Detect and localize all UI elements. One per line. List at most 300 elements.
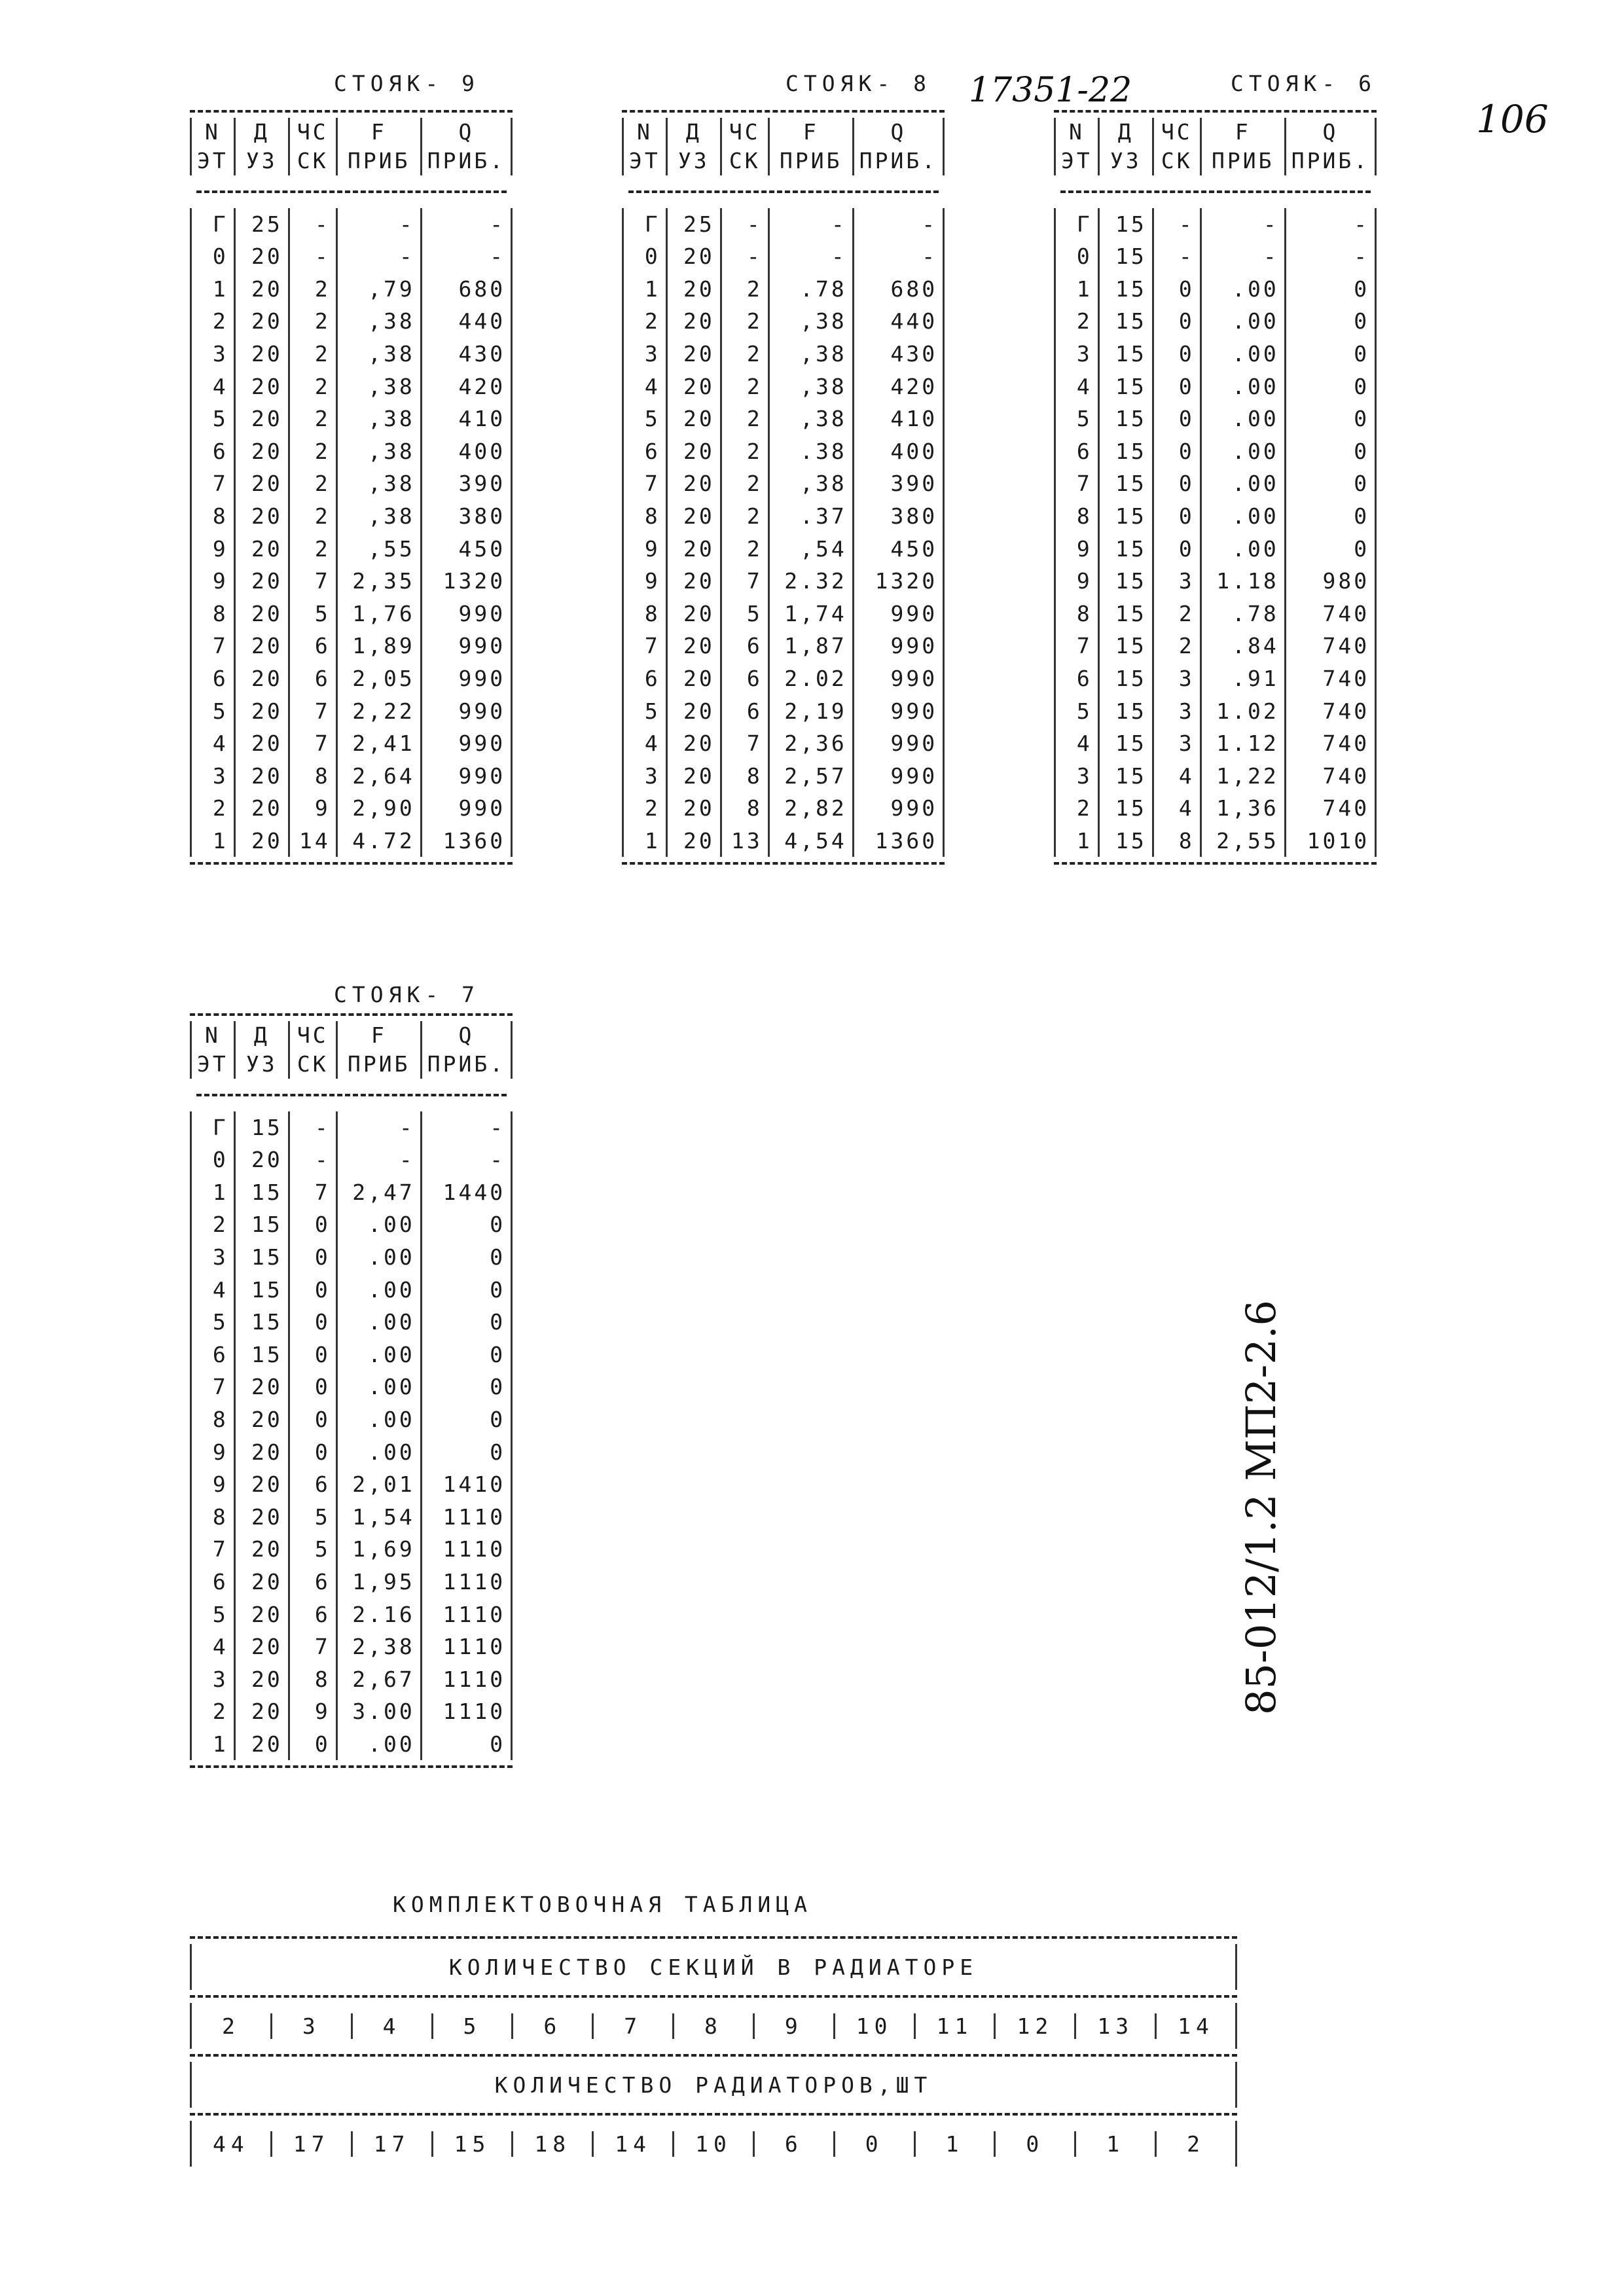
table-row	[1055, 630, 1376, 662]
table-cell: 2	[721, 435, 768, 468]
table-cell: 20	[666, 727, 721, 760]
table-cell: 3	[1153, 662, 1200, 695]
column-header: ПРИБ	[336, 1050, 421, 1079]
table-cell: 1110	[421, 1695, 511, 1728]
table-cell: 9	[191, 1436, 235, 1469]
riser-title-6: СТОЯК- 6	[1231, 71, 1377, 96]
side-code: 85-012/1.2 МП2-2.6	[1237, 1300, 1285, 1715]
table-cell: 20	[666, 598, 721, 630]
riser-grid	[622, 118, 945, 857]
table-row	[191, 1468, 512, 1501]
column-header: ПРИБ.	[421, 1050, 511, 1079]
table-cell: 1360	[853, 825, 943, 857]
table-cell: 20	[234, 1436, 289, 1469]
table-cell: 740	[1285, 630, 1375, 662]
table-row	[1055, 305, 1376, 338]
table-cell: 6	[721, 630, 768, 662]
table-row	[191, 1144, 512, 1176]
column-header: ПРИБ.	[853, 147, 943, 175]
divider	[190, 1013, 513, 1016]
table-cell: 4	[1055, 727, 1099, 760]
table-cell: 15	[1098, 467, 1153, 500]
table-cell: 15	[234, 1208, 289, 1241]
table-cell: 6	[1055, 662, 1099, 695]
table-cell: 4	[1153, 792, 1200, 825]
table-cell: 2,38	[336, 1631, 421, 1663]
table-cell: -	[289, 240, 336, 273]
table-cell: 3	[1153, 695, 1200, 728]
table-row	[191, 533, 512, 566]
table-row	[191, 305, 512, 338]
table-cell: 7	[1055, 467, 1099, 500]
table-cell: 740	[1285, 792, 1375, 825]
table-cell: .00	[1200, 305, 1285, 338]
table-cell: .00	[336, 1339, 421, 1371]
table-cell: 0	[289, 1274, 336, 1307]
table-cell: 20	[234, 1144, 289, 1176]
table-cell: 5	[623, 695, 667, 728]
table-row	[191, 403, 512, 435]
table-cell: 15	[1098, 630, 1153, 662]
table-cell: 5	[289, 1533, 336, 1566]
table-cell: 0	[289, 1339, 336, 1371]
table-cell: -	[336, 1111, 421, 1144]
table-row	[1055, 208, 1376, 241]
table-cell: Г	[191, 1111, 235, 1144]
table-cell: 6	[289, 630, 336, 662]
table-cell: 9	[191, 1468, 235, 1501]
table-cell: -	[721, 208, 768, 241]
column-header: Д	[666, 118, 721, 147]
table-cell: 7	[289, 1176, 336, 1209]
table-cell: 4	[191, 370, 235, 403]
table-cell: 990	[421, 695, 511, 728]
table-cell: 410	[421, 403, 511, 435]
table-cell: 990	[853, 727, 943, 760]
table-cell: 3	[191, 1663, 235, 1696]
column-header: ПРИБ	[1200, 147, 1285, 175]
table-cell: ,38	[768, 370, 853, 403]
table-cell: 2	[191, 792, 235, 825]
kit-count-cell: 0	[833, 2131, 914, 2157]
table-cell: 20	[234, 1371, 289, 1403]
table-cell: ,79	[336, 273, 421, 306]
table-cell: 1360	[421, 825, 511, 857]
column-header: СК	[289, 147, 336, 175]
divider	[1060, 190, 1371, 193]
header-row	[623, 147, 944, 175]
table-row	[191, 240, 512, 273]
table-cell: 2	[289, 435, 336, 468]
table-cell: .00	[336, 1306, 421, 1339]
table-row	[1055, 727, 1376, 760]
kit-count-cell: 0	[994, 2131, 1074, 2157]
table-cell: 980	[1285, 565, 1375, 598]
table-cell: ,38	[768, 338, 853, 370]
table-row	[623, 370, 944, 403]
column-header: ПРИБ	[336, 147, 421, 175]
kit-section-cell: 14	[1155, 2013, 1235, 2039]
table-cell: 0	[421, 1728, 511, 1761]
column-header: СК	[289, 1050, 336, 1079]
table-cell: 0	[289, 1306, 336, 1339]
table-cell: 0	[1055, 240, 1099, 273]
column-header: Q	[421, 1021, 511, 1050]
column-header: ПРИБ	[768, 147, 853, 175]
table-cell: 0	[1153, 305, 1200, 338]
table-cell: 9	[623, 533, 667, 566]
kit-section-cell: 12	[994, 2013, 1074, 2039]
riser-table-6	[1054, 105, 1377, 870]
table-cell: 410	[853, 403, 943, 435]
table-cell: 2	[191, 305, 235, 338]
table-row	[623, 467, 944, 500]
table-cell: 20	[234, 533, 289, 566]
table-cell: 0	[1285, 533, 1375, 566]
table-cell: 0	[1285, 273, 1375, 306]
table-cell: 7	[289, 565, 336, 598]
table-cell: 8	[191, 598, 235, 630]
table-cell: 8	[721, 792, 768, 825]
table-cell: 2,35	[336, 565, 421, 598]
table-cell: 430	[853, 338, 943, 370]
column-header: СК	[721, 147, 768, 175]
table-row	[191, 1111, 512, 1144]
table-row	[191, 1241, 512, 1274]
table-cell: 440	[421, 305, 511, 338]
table-cell: ,38	[768, 403, 853, 435]
header-row	[191, 1021, 512, 1050]
table-row	[191, 565, 512, 598]
table-cell: 15	[1098, 533, 1153, 566]
table-cell: 20	[234, 500, 289, 533]
table-cell: 2	[1153, 630, 1200, 662]
table-cell: 1320	[421, 565, 511, 598]
kit-section-cell: 11	[914, 2013, 994, 2039]
table-row	[623, 727, 944, 760]
table-cell: 5	[191, 1306, 235, 1339]
table-cell: 2	[289, 500, 336, 533]
divider	[628, 190, 939, 193]
table-cell: 2	[289, 305, 336, 338]
divider	[1054, 862, 1377, 865]
table-cell: 20	[234, 435, 289, 468]
table-row	[1055, 662, 1376, 695]
table-cell: 20	[234, 1468, 289, 1501]
table-cell: 6	[289, 1468, 336, 1501]
table-row	[191, 1371, 512, 1403]
riser-grid	[190, 118, 513, 857]
table-cell: 20	[666, 565, 721, 598]
table-cell: 2	[289, 467, 336, 500]
table-cell: 3	[1055, 760, 1099, 793]
table-cell: 15	[1098, 760, 1153, 793]
table-cell: 4	[191, 727, 235, 760]
table-cell: ,54	[768, 533, 853, 566]
table-cell: 4	[1055, 370, 1099, 403]
table-cell: 400	[421, 435, 511, 468]
table-cell: .00	[336, 1274, 421, 1307]
table-cell: 8	[191, 500, 235, 533]
table-cell: 20	[234, 695, 289, 728]
table-cell: 15	[234, 1339, 289, 1371]
table-cell: 20	[234, 1501, 289, 1534]
table-cell: 2	[623, 792, 667, 825]
table-cell: 13	[721, 825, 768, 857]
table-row	[1055, 533, 1376, 566]
table-row	[1055, 403, 1376, 435]
table-cell: 15	[1098, 240, 1153, 273]
table-cell: 9	[191, 533, 235, 566]
table-cell: 3	[191, 1241, 235, 1274]
kit-count-cell: 2	[1155, 2131, 1235, 2157]
table-cell: 990	[853, 760, 943, 793]
table-cell: 2,47	[336, 1176, 421, 1209]
column-header: СК	[1153, 147, 1200, 175]
table-cell: 6	[191, 435, 235, 468]
table-cell: 20	[666, 662, 721, 695]
table-cell: -	[768, 208, 853, 241]
table-cell: .37	[768, 500, 853, 533]
table-row	[1055, 760, 1376, 793]
table-cell: 20	[666, 338, 721, 370]
table-cell: -	[336, 1144, 421, 1176]
table-cell: 3	[191, 760, 235, 793]
kit-sections-label: КОЛИЧЕСТВО СЕКЦИЙ В РАДИАТОРЕ	[448, 1954, 979, 1980]
table-cell: .00	[336, 1241, 421, 1274]
table-row	[623, 338, 944, 370]
table-cell: -	[421, 208, 511, 241]
kit-section-cell: 7	[592, 2013, 672, 2039]
table-cell: Г	[191, 208, 235, 241]
table-cell: 1	[191, 1728, 235, 1761]
divider	[196, 190, 507, 193]
table-cell: 4	[623, 727, 667, 760]
header-row	[1055, 147, 1376, 175]
table-cell: 5	[721, 598, 768, 630]
table-cell: 1110	[421, 1501, 511, 1534]
table-cell: 1	[1055, 273, 1099, 306]
table-row	[1055, 598, 1376, 630]
table-cell: 0	[191, 240, 235, 273]
kit-count-cell: 10	[672, 2131, 753, 2157]
kit-count-cell: 15	[431, 2131, 512, 2157]
riser-title-9: СТОЯК- 9	[334, 71, 480, 96]
table-cell: 1110	[421, 1533, 511, 1566]
table-cell: 430	[421, 338, 511, 370]
table-cell: 20	[234, 1631, 289, 1663]
table-cell: 3	[1153, 727, 1200, 760]
table-cell: 20	[234, 240, 289, 273]
column-header: N	[1055, 118, 1099, 147]
table-cell: .84	[1200, 630, 1285, 662]
table-cell: 20	[666, 435, 721, 468]
column-header: F	[336, 1021, 421, 1050]
table-cell: 4.72	[336, 825, 421, 857]
table-cell: 1.02	[1200, 695, 1285, 728]
divider	[190, 862, 513, 865]
table-row	[191, 500, 512, 533]
table-cell: 15	[1098, 825, 1153, 857]
table-cell: 0	[1285, 305, 1375, 338]
table-cell: 0	[1285, 403, 1375, 435]
kit-sections-row	[190, 2003, 1237, 2049]
table-cell: 15	[1098, 208, 1153, 241]
table-cell: -	[421, 240, 511, 273]
table-cell: .00	[336, 1403, 421, 1436]
column-header: ПРИБ.	[421, 147, 511, 175]
kit-section-cell: 13	[1074, 2013, 1155, 2039]
column-header: Q	[421, 118, 511, 147]
table-cell: -	[1153, 240, 1200, 273]
table-row	[191, 695, 512, 728]
table-row	[191, 1598, 512, 1631]
table-cell: 0	[289, 1403, 336, 1436]
table-cell: 20	[234, 565, 289, 598]
table-row	[191, 338, 512, 370]
table-cell: 15	[234, 1306, 289, 1339]
column-header: УЗ	[234, 147, 289, 175]
table-cell: -	[336, 208, 421, 241]
table-cell: 8	[289, 760, 336, 793]
table-cell: 20	[666, 370, 721, 403]
table-cell: 9	[289, 1695, 336, 1728]
table-cell: 2,57	[768, 760, 853, 793]
table-row	[1055, 338, 1376, 370]
table-cell: 680	[421, 273, 511, 306]
table-cell: 20	[666, 500, 721, 533]
table-row	[623, 760, 944, 793]
table-cell: -	[1153, 208, 1200, 241]
table-cell: 740	[1285, 598, 1375, 630]
table-cell: 7	[1055, 630, 1099, 662]
table-cell: 400	[853, 435, 943, 468]
table-row	[623, 598, 944, 630]
table-cell: 20	[234, 662, 289, 695]
table-cell: 20	[666, 403, 721, 435]
page-number: 106	[1476, 97, 1549, 141]
table-cell: 4	[191, 1631, 235, 1663]
table-cell: 2	[623, 305, 667, 338]
header-row	[623, 118, 944, 147]
kit-section-cell: 9	[753, 2013, 833, 2039]
column-header: N	[623, 118, 667, 147]
table-cell: 990	[853, 662, 943, 695]
kit-count-cell: 6	[753, 2131, 833, 2157]
table-cell: 15	[1098, 500, 1153, 533]
table-row	[191, 1695, 512, 1728]
table-cell: .00	[1200, 467, 1285, 500]
table-cell: 7	[191, 1371, 235, 1403]
table-cell: 20	[234, 1566, 289, 1598]
table-cell: 2	[289, 273, 336, 306]
table-cell: 2,55	[1200, 825, 1285, 857]
table-cell: 20	[234, 305, 289, 338]
table-row	[623, 273, 944, 306]
table-cell: 0	[1285, 338, 1375, 370]
table-cell: 5	[289, 598, 336, 630]
table-cell: 20	[234, 1533, 289, 1566]
table-row	[191, 370, 512, 403]
table-row	[191, 1339, 512, 1371]
table-cell: 15	[1098, 338, 1153, 370]
table-row	[191, 1631, 512, 1663]
table-row	[191, 273, 512, 306]
kit-count-cell: 17	[270, 2131, 351, 2157]
table-cell: 9	[623, 565, 667, 598]
table-cell: 20	[234, 792, 289, 825]
table-cell: 5	[191, 1598, 235, 1631]
table-cell: 2,36	[768, 727, 853, 760]
table-cell: 7	[623, 630, 667, 662]
column-header: ЧС	[289, 1021, 336, 1050]
table-cell: 3	[623, 338, 667, 370]
table-row	[1055, 435, 1376, 468]
table-cell: 0	[1153, 500, 1200, 533]
table-row	[191, 467, 512, 500]
table-row	[623, 630, 944, 662]
table-cell: 20	[666, 825, 721, 857]
table-cell: ,38	[336, 403, 421, 435]
table-row	[1055, 825, 1376, 857]
table-cell: .78	[768, 273, 853, 306]
kit-count-label-row	[190, 2062, 1237, 2108]
table-cell: ,38	[768, 305, 853, 338]
table-row	[623, 565, 944, 598]
table-cell: 15	[1098, 435, 1153, 468]
table-cell: -	[289, 1111, 336, 1144]
table-cell: 1.12	[1200, 727, 1285, 760]
table-cell: .38	[768, 435, 853, 468]
divider	[190, 1765, 513, 1768]
table-cell: -	[768, 240, 853, 273]
table-cell: 8	[721, 760, 768, 793]
table-cell: 20	[234, 403, 289, 435]
table-cell: 0	[1153, 533, 1200, 566]
table-cell: -	[289, 1144, 336, 1176]
divider	[622, 862, 945, 865]
table-cell: 15	[1098, 305, 1153, 338]
kit-section-cell: 4	[351, 2013, 431, 2039]
table-cell: 1	[191, 273, 235, 306]
riser-grid	[1054, 118, 1377, 857]
table-cell: 2,01	[336, 1468, 421, 1501]
table-cell: 1,22	[1200, 760, 1285, 793]
table-row	[1055, 500, 1376, 533]
table-cell: -	[1200, 208, 1285, 241]
table-cell: 2,19	[768, 695, 853, 728]
table-cell: 9	[191, 565, 235, 598]
column-header: ЧС	[289, 118, 336, 147]
table-cell: 6	[623, 435, 667, 468]
table-cell: 1	[1055, 825, 1099, 857]
kit-section-cell: 2	[221, 2013, 240, 2039]
table-cell: 420	[853, 370, 943, 403]
divider	[190, 1995, 1237, 1998]
table-cell: 3.00	[336, 1695, 421, 1728]
table-cell: 2	[289, 370, 336, 403]
table-cell: 8	[191, 1501, 235, 1534]
table-cell: 4	[191, 1274, 235, 1307]
table-cell: 0	[421, 1306, 511, 1339]
table-row	[623, 435, 944, 468]
table-row	[1055, 792, 1376, 825]
table-cell: 0	[1285, 467, 1375, 500]
column-header: УЗ	[234, 1050, 289, 1079]
table-cell: 6	[1055, 435, 1099, 468]
table-cell: 0	[1285, 370, 1375, 403]
table-cell: 1110	[421, 1598, 511, 1631]
